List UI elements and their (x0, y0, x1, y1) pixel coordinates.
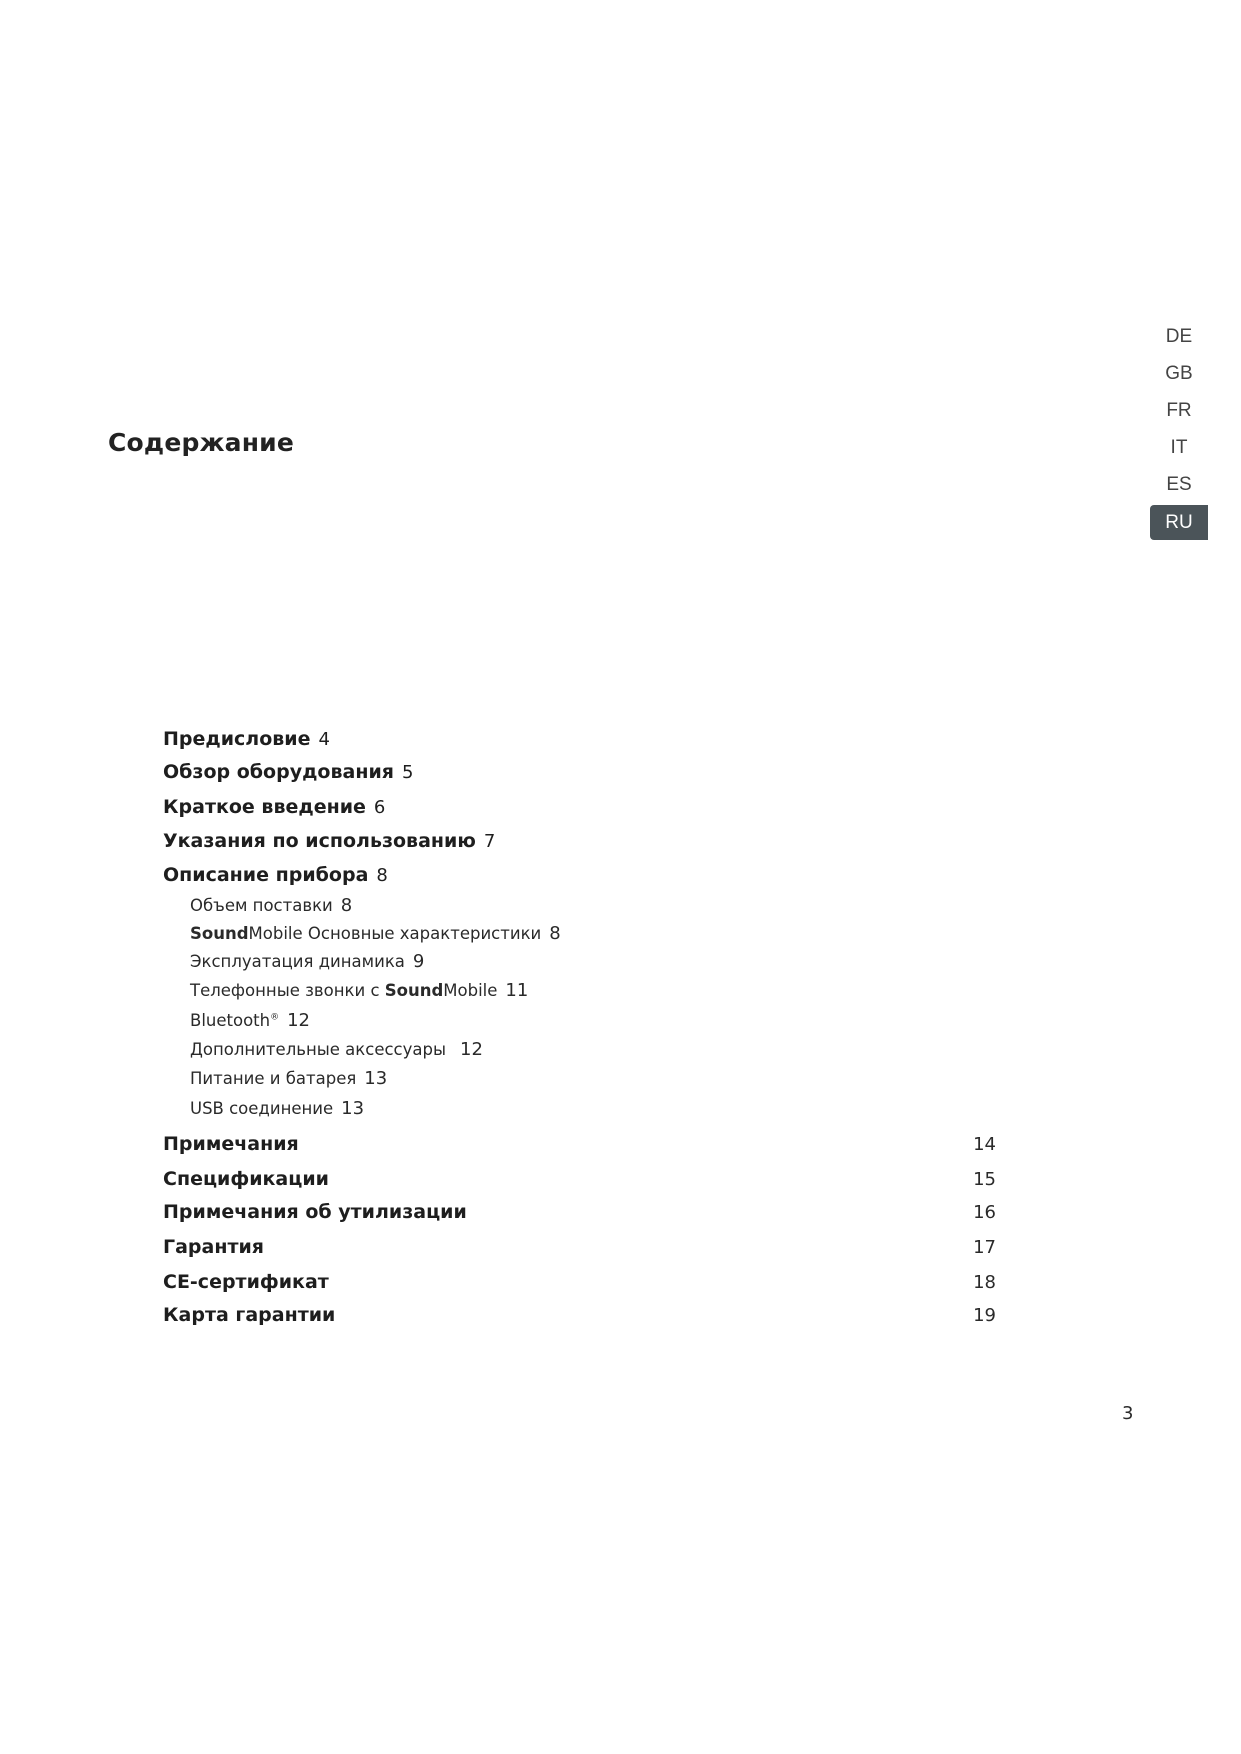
toc-entry-page: 12 (460, 1039, 483, 1060)
toc-entry-page: 18 (973, 1272, 996, 1293)
toc-subentry-power-battery[interactable] (190, 1068, 387, 1089)
toc-entry-specifications[interactable]: Спецификации (163, 1168, 329, 1190)
toc-entry-page: 6 (373, 797, 386, 818)
toc-entry-foreword[interactable] (163, 728, 330, 750)
toc-entry-quick-intro[interactable] (163, 796, 385, 818)
toc-entry-page: 15 (973, 1169, 996, 1190)
toc-entry-page: 11 (505, 980, 529, 1001)
toc-entry-warranty-card[interactable]: Карта гарантии (163, 1304, 336, 1326)
toc-entry-page: 8 (376, 865, 388, 886)
toc-subentry-phone-calls[interactable] (190, 980, 528, 1001)
toc-entry-device-description[interactable] (163, 864, 388, 886)
toc-subentry-usb[interactable] (190, 1098, 364, 1119)
toc-entry-disposal-notes[interactable]: Примечания об утилизации (163, 1201, 467, 1223)
toc-entry-label: Предисловие (163, 728, 311, 750)
toc-entry-page: 4 (318, 729, 330, 750)
brand-name-rest: Mobile (248, 924, 303, 943)
lang-tab-fr[interactable]: FR (1166, 400, 1192, 421)
toc-entry-label: Указания по использованию (163, 830, 476, 852)
toc-entry-label: Питание и батарея (190, 1069, 357, 1088)
brand-name-bold: Sound (190, 924, 249, 943)
lang-tab-ru[interactable]: RU (1150, 505, 1208, 540)
toc-entry-page: 12 (287, 1010, 311, 1031)
toc-entry-ce-certificate[interactable]: CE-сертификат (163, 1271, 329, 1293)
lang-tab-gb[interactable]: GB (1165, 363, 1193, 384)
toc-entry-page: 9 (412, 951, 425, 972)
toc-entry-label: Описание прибора (163, 864, 369, 886)
toc-entry-label: Эксплуатация динамика (190, 952, 405, 971)
toc-entry-label: Дополнительные аксессуары (190, 1040, 446, 1059)
toc-entry-hardware-overview[interactable] (163, 761, 413, 783)
toc-subentry-package-contents[interactable] (190, 895, 352, 916)
toc-entry-label: Телефонные звонки с (190, 981, 385, 1000)
toc-entry-page: 5 (401, 762, 414, 783)
brand-name-bold: Sound (384, 981, 444, 1000)
toc-entry-notes[interactable]: Примечания (163, 1133, 299, 1155)
page-number: 3 (1122, 1403, 1134, 1424)
lang-tab-de[interactable]: DE (1165, 326, 1193, 347)
toc-entry-page: 17 (973, 1237, 996, 1258)
toc-entry-label: Основные характеристики (302, 924, 542, 943)
toc-entry-label: Обзор оборудования (163, 761, 394, 783)
toc-entry-page: 19 (973, 1305, 996, 1326)
toc-entry-page: 7 (483, 831, 496, 852)
toc-entry-usage-notes[interactable] (163, 830, 495, 852)
toc-entry-label: Краткое введение (163, 796, 366, 818)
toc-entry-page: 14 (973, 1134, 996, 1155)
toc-entry-label: USB соединение (190, 1099, 334, 1118)
toc-subentry-bluetooth[interactable] (190, 1010, 310, 1031)
toc-subentry-accessories[interactable] (190, 1039, 483, 1060)
language-nav (1150, 318, 1208, 540)
toc-entry-page: 13 (364, 1068, 388, 1089)
lang-tab-es[interactable]: ES (1166, 474, 1192, 495)
toc-entry-page: 8 (340, 895, 353, 916)
toc-entry-label: Объем поставки (190, 896, 333, 915)
page-title: Содержание (108, 428, 295, 457)
toc-entry-page: 8 (549, 923, 561, 944)
toc-entry-page: 16 (973, 1202, 996, 1223)
brand-name-rest: Mobile (443, 981, 498, 1000)
toc-entry-label: Bluetooth (190, 1011, 271, 1030)
lang-tab-it[interactable]: IT (1170, 437, 1188, 458)
toc-subentry-main-features[interactable] (190, 923, 561, 944)
toc-subentry-speaker-operation[interactable] (190, 951, 424, 972)
toc-entry-page: 13 (341, 1098, 365, 1119)
toc-entry-warranty[interactable]: Гарантия (163, 1236, 265, 1258)
registered-mark: ® (270, 1012, 280, 1023)
